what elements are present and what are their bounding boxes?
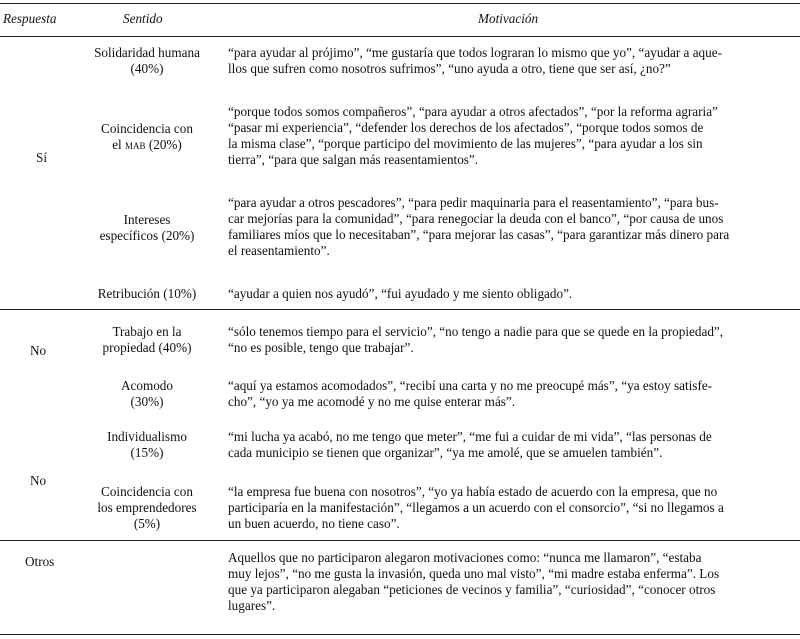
header-respuesta: Respuesta xyxy=(3,11,57,26)
sentido-acomodo: Acomodo (30%) xyxy=(120,378,173,409)
motivacion-acomodo: “aquí ya estamos acomodados”, “recibí una carta y no me preocupé más”, “ya estoy satisfe- cho”, “yo ya me acomodé y no me quise enterar más”. xyxy=(228,378,713,409)
motivacion-otros: Aquellos que no participaron alegaron motivaciones como: “nunca me llamaron”, “estaba muy lejos”, “no me gusta la invasión, queda uno mal visto”, “mi madre estaba enferma”. Los que ya participaron alegaban “peticiones de vecinos y familia”, “curiosidad”, “conocer otros lugares”. xyxy=(228,550,720,613)
sentido-solidaridad: Solidaridad humana (40%) xyxy=(94,45,200,76)
respuesta-otros: Otros xyxy=(25,554,55,569)
top-rule xyxy=(0,3,800,4)
respuesta-si: Sí xyxy=(36,150,47,165)
header-motivacion: Motivación xyxy=(478,11,539,26)
sentido-intereses: Intereses específicos (20%) xyxy=(99,212,195,243)
sentido-coincidencia-mab: Coincidencia con el mab (20%) xyxy=(101,121,193,152)
sentido-retribucion: Retribución (10%) xyxy=(97,286,197,301)
motivacion-retribucion: “ayudar a quien nos ayudó”, “fui ayudado y me siento obligado”. xyxy=(228,286,573,301)
sentido-trabajo: Trabajo en la propiedad (40%) xyxy=(102,324,192,355)
bottom-rule xyxy=(0,634,800,635)
motivacion-coincidencia-mab: “porque todos somos compañeros”, “para ayudar a otros afectados”, “por la reforma agraria” “pasar mi experiencia”, “defender los derechos de los afectados”, “porque todos somos de la misma clase”, “porque participo del movimiento de las mujeres”, “para ayudar a los sin tierra”, “para que salgan más reasentamientos”. xyxy=(228,104,718,167)
motivacion-coincidencia-emprendedores: “la empresa fue buena con nosotros”, “yo ya había estado de acuerdo con la empresa, que no participaría en la manifestación”, “llegamos a un acuerdo con el consorcio”, “si no llegamos a un buen acuerdo, no tiene caso”. xyxy=(228,484,724,531)
respuesta-no-1: No xyxy=(30,343,47,358)
header-sentido: Sentido xyxy=(123,11,163,26)
header-rule xyxy=(0,36,800,37)
sentido-individualismo: Individualismo (15%) xyxy=(107,429,187,460)
mab-abbreviation: mab xyxy=(125,137,146,152)
motivacion-intereses: “para ayudar a otros pescadores”, “para pedir maquinaria para el reasentamiento”, “para bus- car mejorías para la comunidad”, “para renegociar la deuda con el banco”, “por causa de unos familiares míos que lo necesitaban”, “para mejorar las casas”, “para garantizar más dinero para el reasentamiento”. xyxy=(228,195,730,258)
motivacion-trabajo: “sólo tenemos tiempo para el servicio”, “no tengo a nadie para que se quede en la propiedad”, “no es posible, tengo que trabajar”. xyxy=(228,324,724,355)
motivacion-individualismo: “mi lucha ya acabó, no me tengo que meter”, “me fui a cuidar de mi vida”, “las personas de cada municipio se tienen que organizar”, “ya me amolé, que se amuelen también”. xyxy=(228,429,712,460)
section-rule-otros xyxy=(0,540,800,541)
motivacion-solidaridad: “para ayudar al prójimo”, “me gustaría que todos lograran lo mismo que yo”, “ayudar a aque- llos que sufren como nosotros sufrimos”, “uno ayuda a otro, tiene que ser así, ¿no?” xyxy=(228,45,722,76)
sentido-coincidencia-emprendedores: Coincidencia con los emprendedores (5%) xyxy=(97,484,197,531)
section-rule-no xyxy=(0,309,800,310)
respuesta-no-2: No xyxy=(30,473,47,488)
